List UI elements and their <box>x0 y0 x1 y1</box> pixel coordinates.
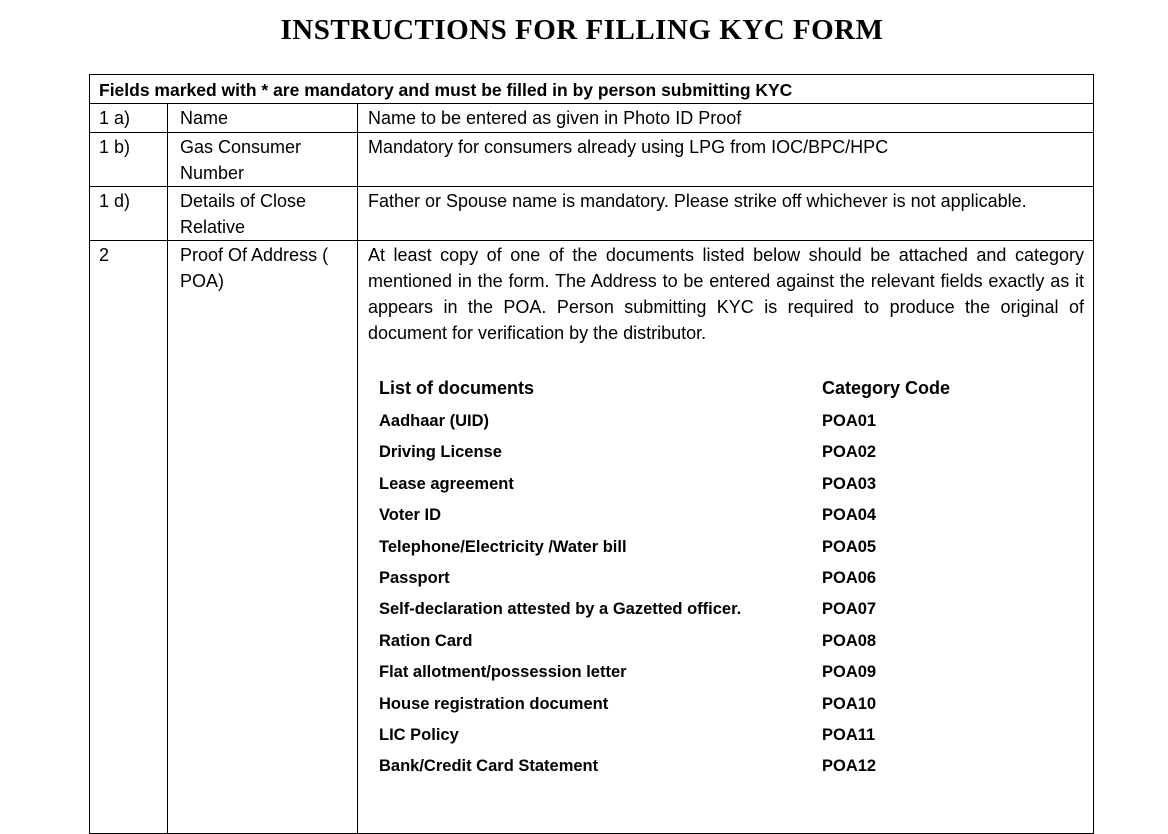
row-description: At least copy of one of the documents listed below should be attached and category mentioned in the form. The Address to be entered against the relevant fields exactly as it appears in the POA. Person submitting KYC is required to produce the original of document for verification by the distributor. <box>368 245 1084 343</box>
document-category-code: POA03 <box>822 474 877 493</box>
document-name: Telephone/Electricity /Water bill <box>379 537 627 556</box>
document-name: Bank/Credit Card Statement <box>379 757 599 776</box>
document-category-code: POA08 <box>822 631 877 650</box>
row-field-name: Name <box>180 108 229 128</box>
column-divider-1 <box>167 104 168 833</box>
document-category-code: POA04 <box>822 506 877 525</box>
row-field-name: Gas Consumer Number <box>180 137 302 183</box>
document-category-code: POA01 <box>822 412 877 430</box>
document-category-code: POA06 <box>822 569 877 587</box>
document-name: Voter ID <box>379 506 442 525</box>
row-id: 2 <box>99 245 110 265</box>
category-code-heading: Category Code <box>822 378 951 398</box>
document-category-code: POA10 <box>822 694 877 713</box>
documents-list-heading: List of documents <box>379 378 535 398</box>
row-id: 1 d) <box>99 191 131 211</box>
document-category-code: POA02 <box>822 443 877 462</box>
row-divider <box>90 240 1093 241</box>
row-divider <box>90 132 1093 133</box>
document-category-code: POA09 <box>822 663 877 682</box>
document-name: Driving License <box>379 443 502 462</box>
kyc-instructions-table <box>89 74 1094 834</box>
document-name: Self-declaration attested by a Gazetted officer. <box>379 600 742 619</box>
row-id: 1 b) <box>99 137 131 157</box>
document-category-code: POA12 <box>822 757 877 776</box>
column-divider-2 <box>357 104 358 833</box>
document-name: Flat allotment/possession letter <box>379 663 627 682</box>
row-description: Father or Spouse name is mandatory. Please strike off whichever is not applicable. <box>368 191 1027 211</box>
document-name: Passport <box>379 569 450 587</box>
document-category-code: POA07 <box>822 600 877 619</box>
document-category-code: POA05 <box>822 537 877 556</box>
row-description: Mandatory for consumers already using LPG from IOC/BPC/HPC <box>368 137 889 157</box>
document-name: Ration Card <box>379 631 473 650</box>
document-name: LIC Policy <box>379 726 459 744</box>
mandatory-fields-header: Fields marked with * are mandatory and must be filled in by person submitting KYC <box>90 75 1093 104</box>
document-name: Aadhaar (UID) <box>379 412 490 430</box>
page-title: INSTRUCTIONS FOR FILLING KYC FORM <box>280 14 884 46</box>
document-name: Lease agreement <box>379 474 514 493</box>
row-id: 1 a) <box>99 108 131 128</box>
row-field-name: Proof Of Address ( POA) <box>180 245 329 291</box>
document-name: House registration document <box>379 694 609 713</box>
row-description: Name to be entered as given in Photo ID Proof <box>368 108 742 128</box>
row-divider <box>90 186 1093 187</box>
row-field-name: Details of Close Relative <box>180 191 307 237</box>
document-category-code: POA11 <box>822 726 876 744</box>
